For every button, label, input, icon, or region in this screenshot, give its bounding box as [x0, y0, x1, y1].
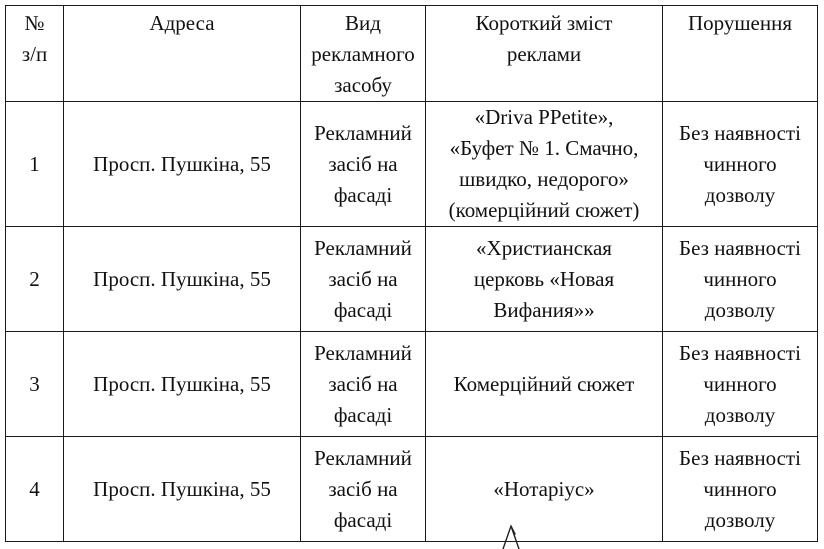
row-violation: Без наявності чинного дозволу: [663, 332, 818, 437]
row-number: 4: [6, 437, 64, 542]
row-ad-type: Рекламний засіб на фасаді: [301, 102, 426, 227]
table-body: [6, 102, 818, 542]
ads-violations-table: [5, 5, 818, 542]
row-address: Просп. Пушкіна, 55: [64, 227, 301, 332]
table-row: [6, 102, 818, 227]
row-ad-type: Рекламний засіб на фасаді: [301, 437, 426, 542]
row-violation: Без наявності чинного дозволу: [663, 227, 818, 332]
row-number: 1: [6, 102, 64, 227]
row-ad-type: Рекламний засіб на фасаді: [301, 227, 426, 332]
table-row: [6, 437, 818, 542]
row-address: Просп. Пушкіна, 55: [64, 102, 301, 227]
row-ad-content: «Нотаріус»: [426, 437, 663, 542]
table-row: [6, 227, 818, 332]
table-row: [6, 332, 818, 437]
row-ad-type: Рекламний засіб на фасаді: [301, 332, 426, 437]
row-address: Просп. Пушкіна, 55: [64, 332, 301, 437]
row-ad-content: Комерційний сюжет: [426, 332, 663, 437]
header-number: № з/п: [6, 6, 64, 102]
header-ad-type: Вид рекламного засобу: [301, 6, 426, 102]
row-violation: Без наявності чинного дозволу: [663, 102, 818, 227]
row-violation: Без наявності чинного дозволу: [663, 437, 818, 542]
header-ad-content: Короткий зміст реклами: [426, 6, 663, 102]
row-address: Просп. Пушкіна, 55: [64, 437, 301, 542]
row-ad-content: «Driva PPetite», «Буфет № 1. Смачно, швидко, недорого» (комерційний сюжет): [426, 102, 663, 227]
header-address: Адреса: [64, 6, 301, 102]
row-ad-content: «Христианская церковь «Новая Вифания»»: [426, 227, 663, 332]
row-number: 2: [6, 227, 64, 332]
header-row: [6, 6, 818, 102]
header-violation: Порушення: [663, 6, 818, 102]
handwritten-mark: [497, 522, 537, 549]
table-header: [6, 6, 818, 102]
row-number: 3: [6, 332, 64, 437]
